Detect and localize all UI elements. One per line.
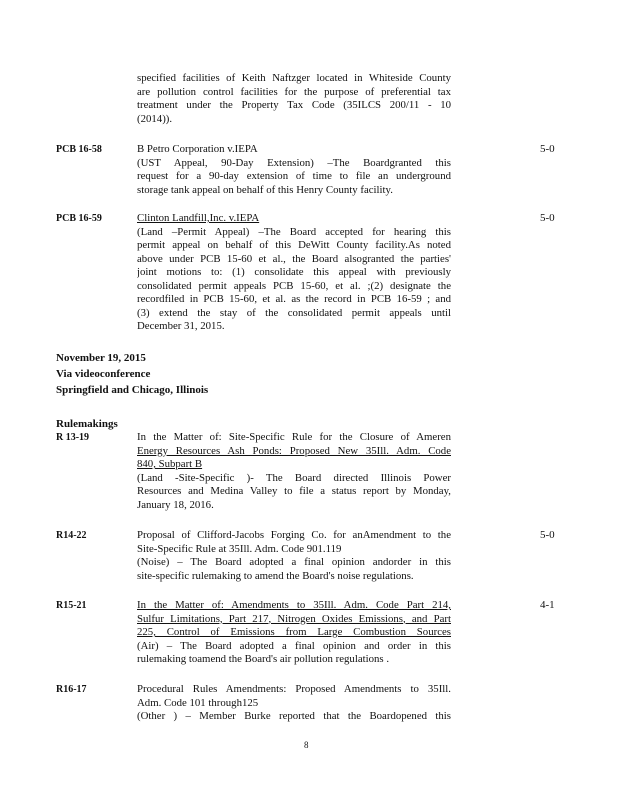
rulemaking-number: R14-22 <box>56 530 87 541</box>
meeting-via: Via videoconference <box>56 368 151 380</box>
body-line: (Other ) – Member Burke reported that the Boardopened this <box>137 710 451 722</box>
body-line: treatment under the Property Tax Code (35ILCS 200/11 - 10 <box>137 99 451 111</box>
entry-body <box>137 212 451 334</box>
body-line-underlined: 225, Control of Emissions from Large Combustion Sources <box>137 626 451 638</box>
rulemakings-heading: Rulemakings <box>56 418 118 430</box>
body-line: (Noise) – The Board adopted a final opinion andorder in this <box>137 556 451 568</box>
case-title-underlined: Clinton Landfill,Inc. v.IEPA <box>137 212 260 224</box>
vote-count: 4-1 <box>540 599 555 611</box>
meeting-location: Springfield and Chicago, Illinois <box>56 384 209 396</box>
case-title <box>137 212 451 226</box>
body-line: Site-Specific Rule at 35Ill. Adm. Code 901.119 <box>137 542 342 555</box>
body-line: above under PCB 15-60 et al., the Board alsogranted the parties' <box>137 252 451 265</box>
entry-body <box>137 143 451 197</box>
body-line-underlined: 840, Subpart B <box>137 458 203 470</box>
body-line: Resources and Medina Valley to file a status report by Monday, <box>137 485 451 497</box>
meeting-header <box>56 350 208 398</box>
body-line: permit appeal on behalf of this DeWitt County facility.As noted <box>137 239 451 251</box>
body-line-underlined: Sulfur Limitations, Part 217, Nitrogen Oxides Emissions, and Part <box>137 612 451 625</box>
vote-count: 5-0 <box>540 143 555 155</box>
rulemaking-number: R16-17 <box>56 684 87 695</box>
body-line-underlined: In the Matter of: Amendments to 35Ill. Adm. Code Part 214, <box>137 599 451 611</box>
meeting-date: November 19, 2015 <box>56 352 146 364</box>
rulemaking-number: R15-21 <box>56 600 87 611</box>
body-line: specified facilities of Keith Naftzger located in Whiteside County <box>137 72 451 84</box>
body-line: recordfiled in PCB 15-60, et al. as the record in PCB 16-59 ; and <box>137 293 451 305</box>
body-line: (2014)). <box>137 112 173 125</box>
vote-count: 5-0 <box>540 212 555 224</box>
page-number: 8 <box>304 740 309 750</box>
body-line: storage tank appeal on behalf of this Henry County facility. <box>137 183 393 196</box>
entry-body <box>137 72 451 126</box>
entry-body <box>137 431 451 512</box>
entry-body <box>137 529 451 583</box>
entry-body <box>137 599 451 667</box>
body-line: rulemaking toamend the Board's air pollution regulations . <box>137 653 390 665</box>
case-number: PCB 16-59 <box>56 213 102 224</box>
body-line: consolidated permit appeals PCB 15-60, et al. ;(2) designate the <box>137 279 451 292</box>
body-line: Procedural Rules Amendments: Proposed Amendments to 35Ill. <box>137 683 451 695</box>
body-line: January 18, 2016. <box>137 498 214 511</box>
case-number: PCB 16-58 <box>56 144 102 155</box>
body-line: (UST Appeal, 90-Day Extension) –The Boardgranted this <box>137 156 451 169</box>
body-line-underlined: Energy Resources Ash Ponds: Proposed New 35Ill. Adm. Code <box>137 444 451 457</box>
body-line: (Land -Site-Specific )- The Board directed Illinois Power <box>137 471 451 484</box>
body-line: joint motions to: (1) consolidate this appeal with previously <box>137 266 451 278</box>
body-line: request for a 90-day extension of time to file an underground <box>137 170 451 182</box>
body-line: December 31, 2015. <box>137 320 225 332</box>
body-line: (Land –Permit Appeal) –The Board accepted for hearing this <box>137 225 451 238</box>
vote-count: 5-0 <box>540 529 555 541</box>
body-line: (Air) – The Board adopted a final opinion and order in this <box>137 639 451 652</box>
body-line: Adm. Code 101 through125 <box>137 696 259 709</box>
body-line: In the Matter of: Site-Specific Rule for the Closure of Ameren <box>137 431 451 443</box>
entry-body <box>137 683 451 724</box>
body-line: are pollution control facilities for the purpose of preferential tax <box>137 85 451 98</box>
body-line: site-specific rulemaking to amend the Board's noise regulations. <box>137 569 414 582</box>
case-title: B Petro Corporation v.IEPA <box>137 143 258 155</box>
rulemaking-number: R 13-19 <box>56 432 90 443</box>
body-line: (3) extend the stay of the consolidated permit appeals until <box>137 306 451 319</box>
body-line: Proposal of Clifford-Jacobs Forging Co. for anAmendment to the <box>137 529 451 541</box>
